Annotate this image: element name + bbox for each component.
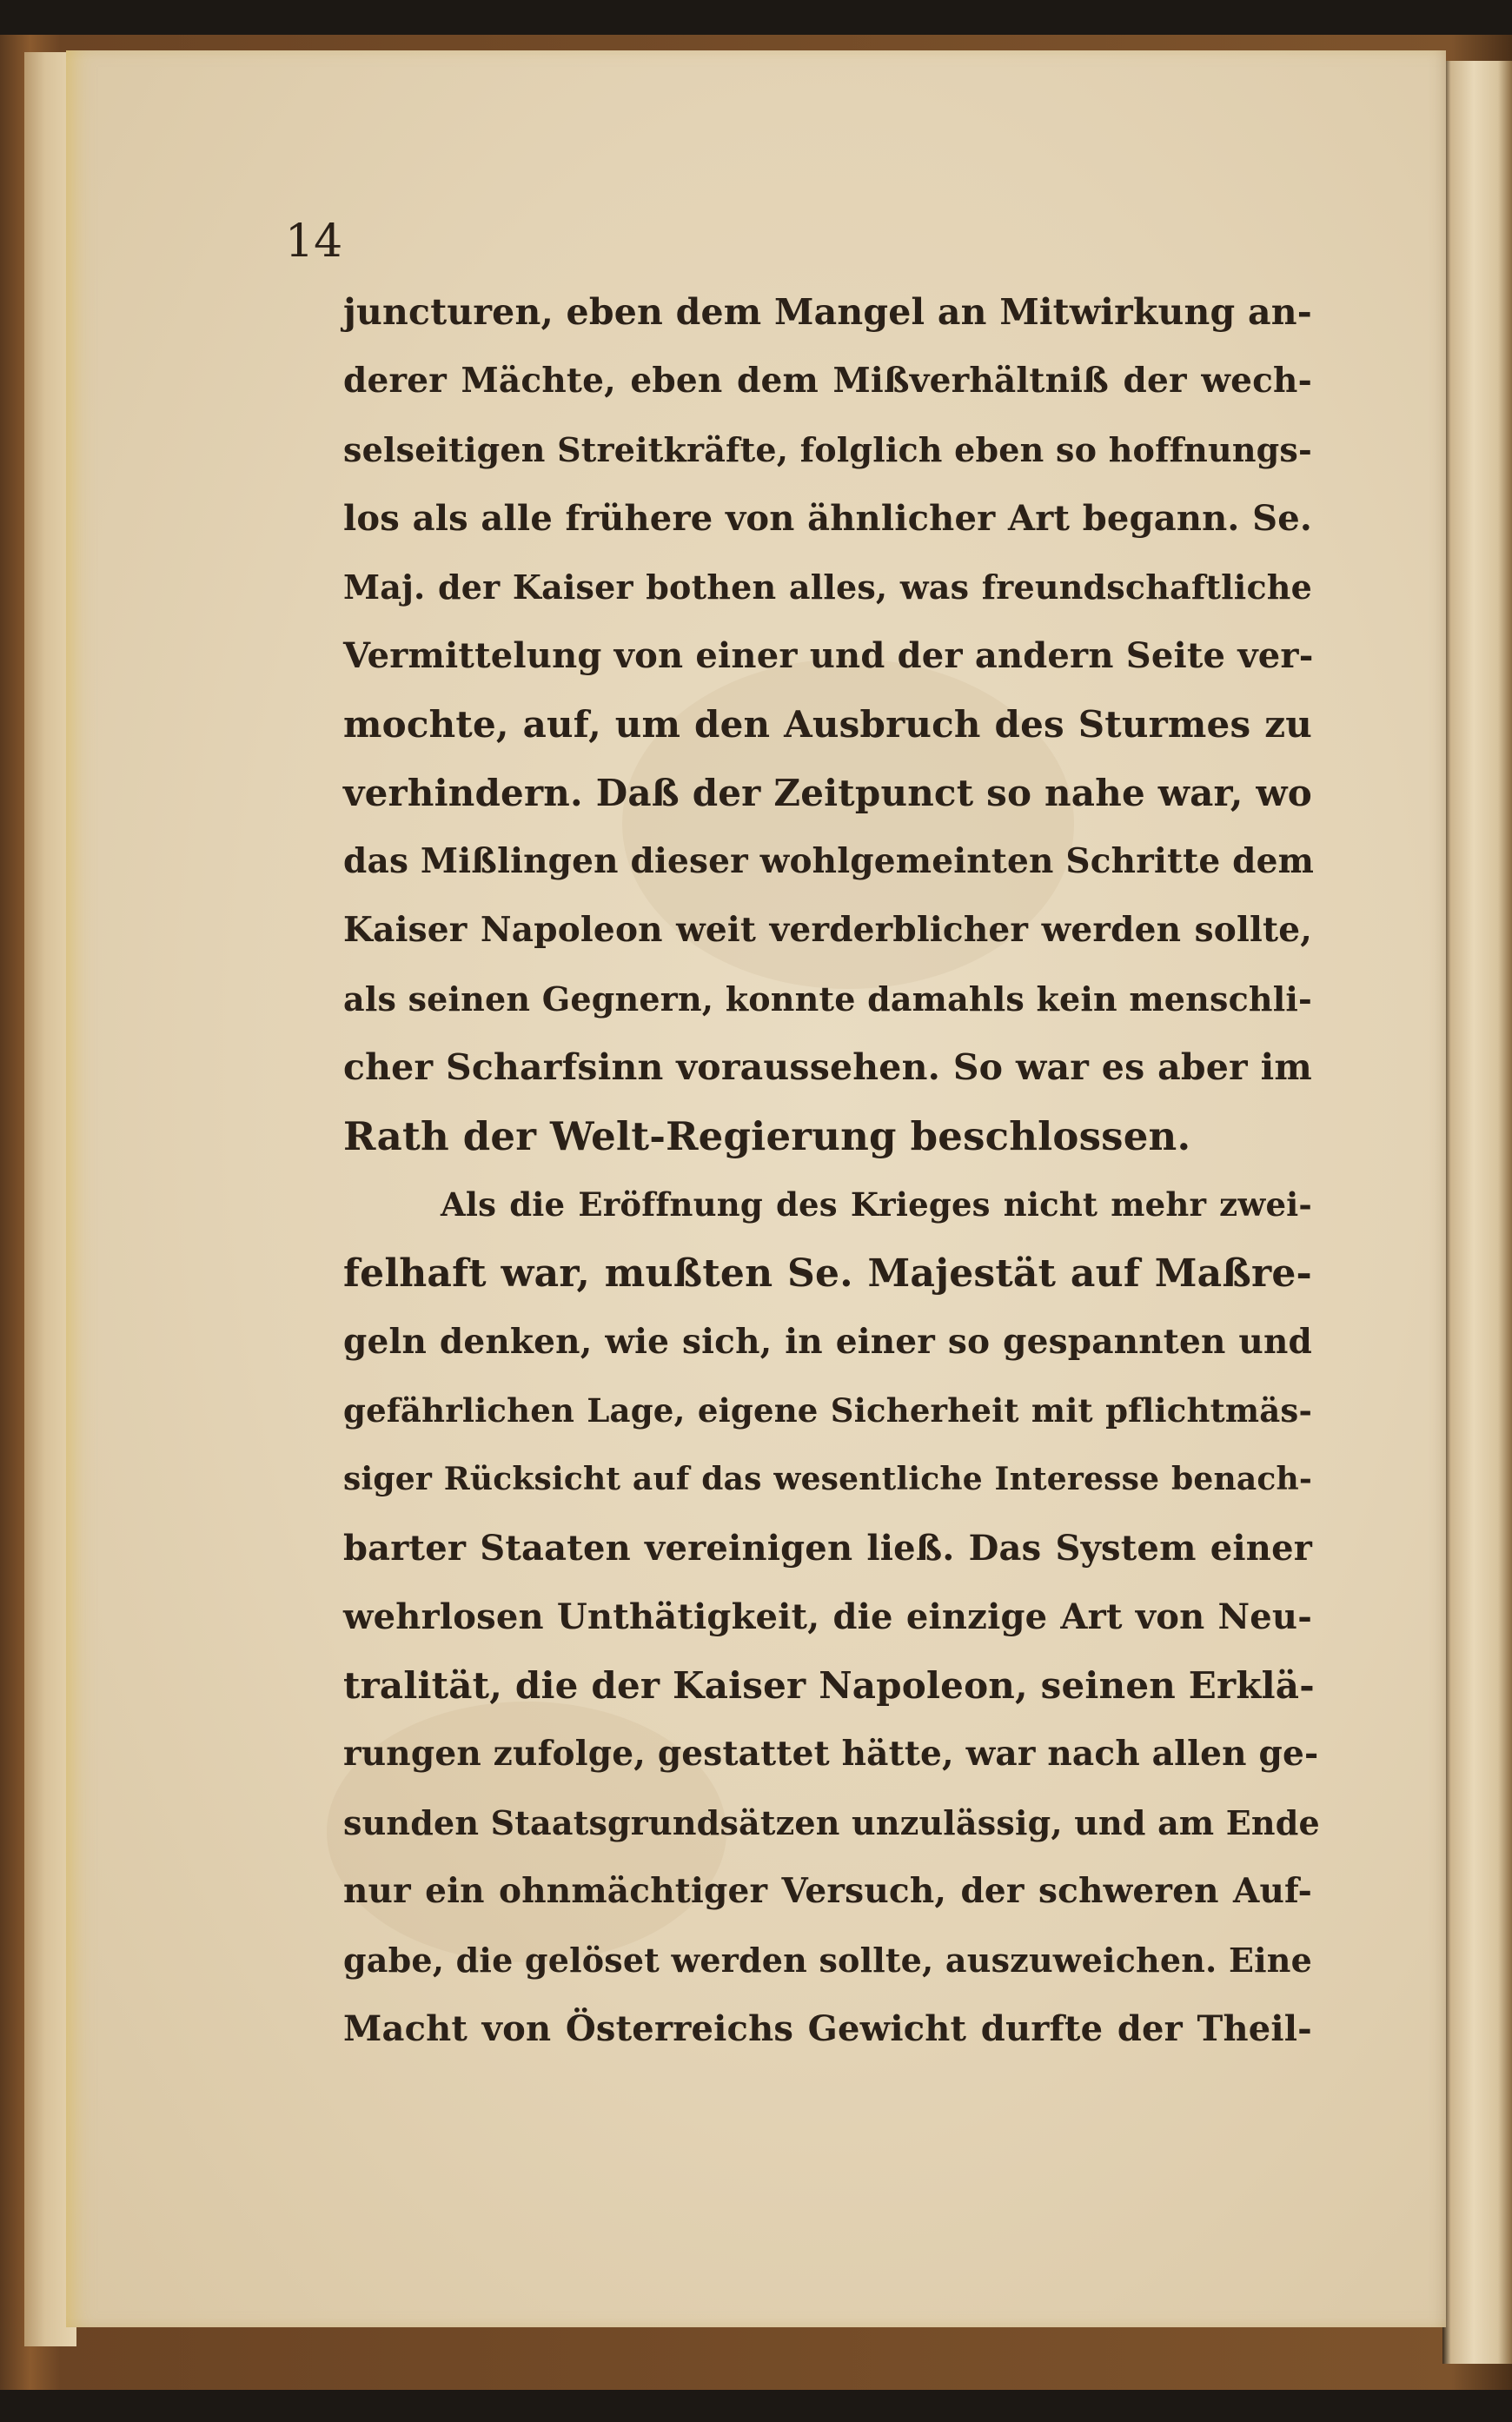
text-line: verhindern. Daß der Zeitpunct so nahe war, wo [343,772,1312,814]
body-text [343,278,1320,2063]
text-line: gefährlichen Lage, eigene Sicherheit mit pflichtmäs- [343,1391,1312,1430]
text-line: Als die Eröffnung des Krieges nicht mehr zwei- [441,1185,1312,1224]
text-line: Kaiser Napoleon weit verderblicher werden sollte, [343,910,1312,950]
text-line: siger Rücksicht auf das wesentliche Interesse benach- [343,1461,1312,1497]
text-line: derer Mächte, eben dem Mißverhältniß der wech- [343,361,1312,401]
text-line: wehrlosen Unthätigkeit, die einzige Art von Neu- [343,1596,1312,1637]
text-line: nur ein ohnmächtiger Versuch, der schweren Auf- [343,1871,1312,1911]
text-line: felhaft war, mußten Se. Majestät auf Maßre- [343,1251,1312,1296]
page-number: 14 [285,216,343,268]
text-line: Vermittelung von einer und der andern Seite ver- [343,635,1314,676]
page-edge-right [1442,61,1512,2364]
text-line: rungen zufolge, gestattet hätte, war nach allen ge- [343,1734,1319,1774]
text-line: das Mißlingen dieser wohlgemeinten Schritte dem [343,841,1315,881]
text-line: gabe, die gelöset werden sollte, auszuweichen. Eine [343,1941,1312,1980]
text-line: Macht von Österreichs Gewicht durfte der Theil- [343,2008,1312,2049]
text-line: barter Staaten vereinigen ließ. Das System einer [343,1528,1312,1569]
text-line: als seinen Gegnern, konnte damahls kein menschli- [343,979,1312,1019]
text-line: juncturen, eben dem Mangel an Mitwirkung an- [343,291,1312,333]
text-line: selseitigen Streitkräfte, folglich eben so hoffnungs- [343,430,1312,469]
text-line: sunden Staatsgrundsätzen unzulässig, und am Ende [343,1803,1320,1842]
text-line: Rath der Welt-Regierung beschlossen. [343,1113,1191,1159]
text-line: los als alle frühere von ähnlicher Art begann. Se. [343,498,1312,539]
text-line: geln denken, wie sich, in einer so gespannten und [343,1322,1312,1362]
text-line: cher Scharfsinn voraussehen. So war es aber im [343,1046,1312,1088]
text-line: mochte, auf, um den Ausbruch des Sturmes zu [343,703,1312,746]
text-line: tralität, die der Kaiser Napoleon, seinen Erklä- [343,1664,1315,1707]
text-line: Maj. der Kaiser bothen alles, was freundschaftliche [343,567,1312,607]
